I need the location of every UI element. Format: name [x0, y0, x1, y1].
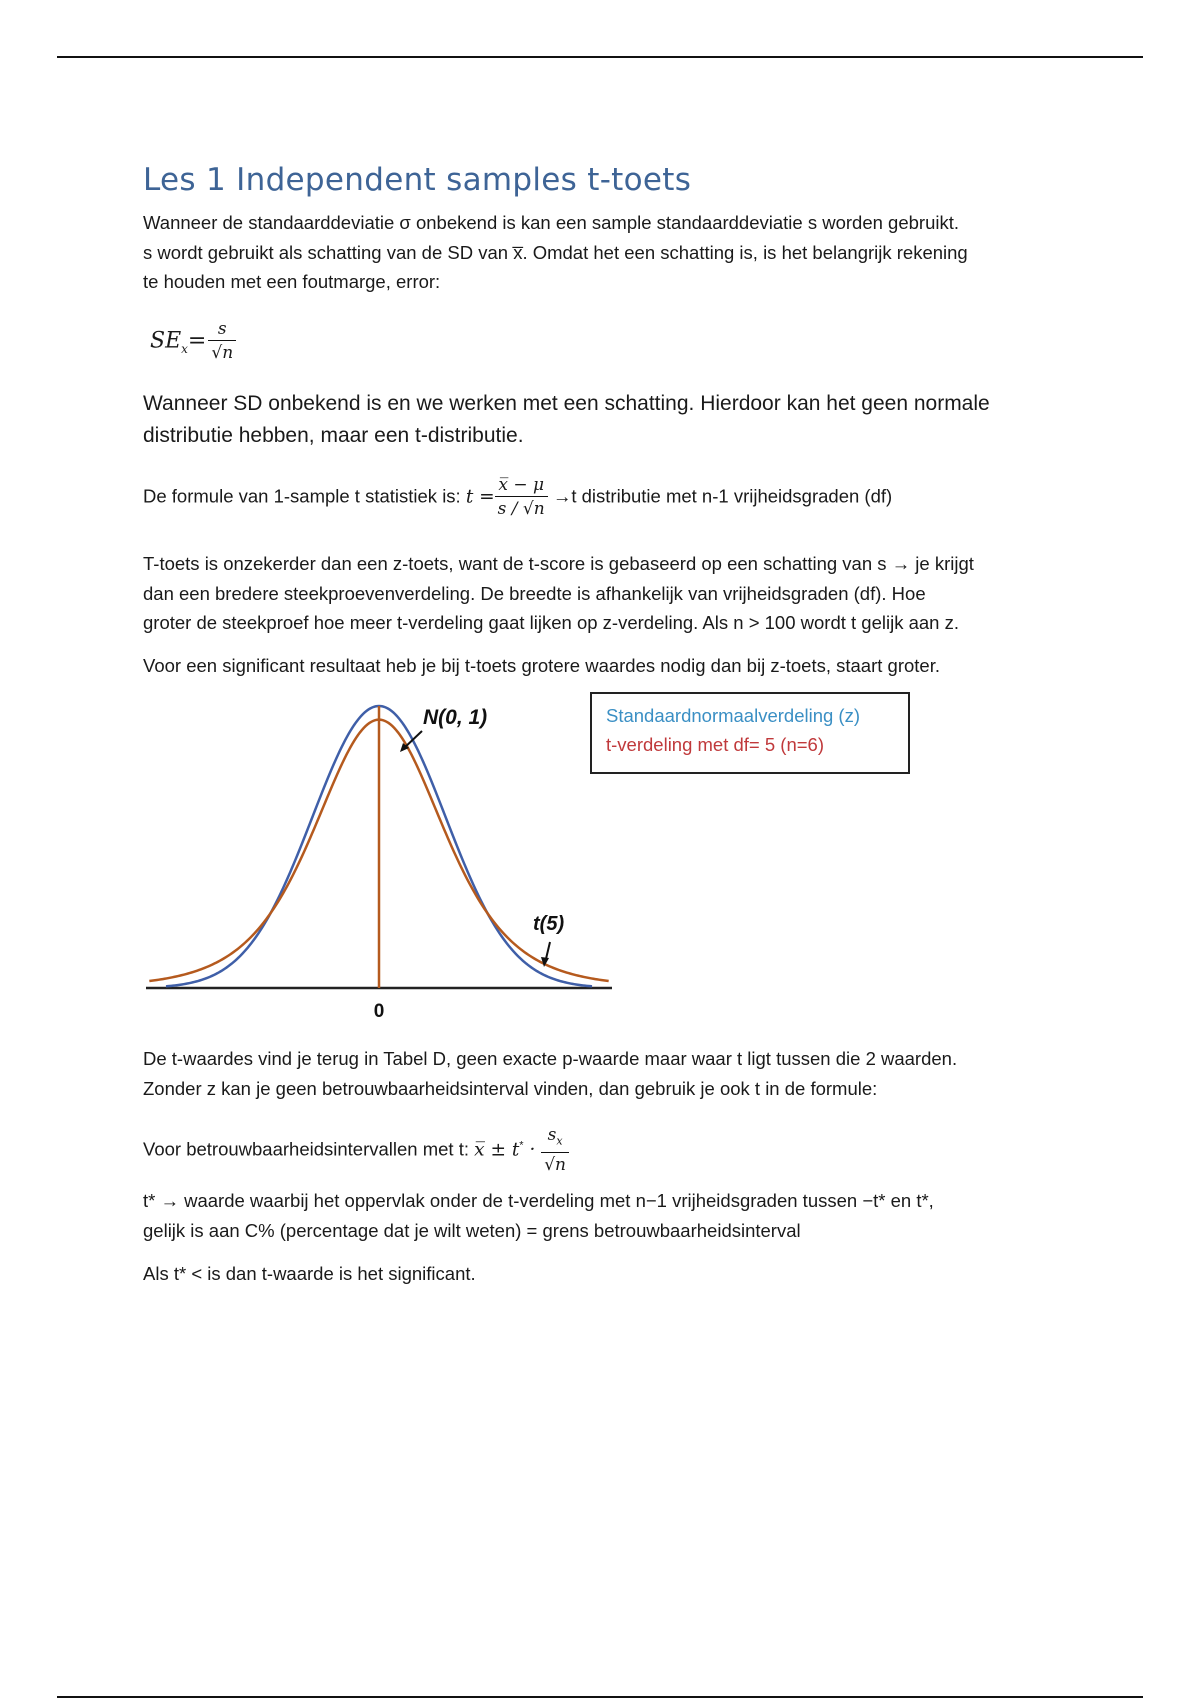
t-distribution-paragraph [143, 388, 1063, 452]
distribution-chart [140, 688, 615, 1023]
header-rule [57, 56, 1143, 58]
t-statistic-paragraph [143, 474, 1063, 521]
standard-error-formula: $SE_x=$ $\frac{s}{√n}$ [150, 318, 236, 365]
t-stat-lhs: t = [465, 486, 495, 508]
t-test-comparison-paragraph: T-toets is onzekerder dan een z-toets, want de t-score is gebaseerd op een schatting van s → je krijgt dan een bredere steekproevenverdeling. De breedte is afhankelijk van vrijheidsgraden (df). Hoe groter de steekproef hoe meer t-verdeling gaat lijken op z-verdeling. Als n > 100 wordt t gelijk aan z. [143, 553, 974, 633]
ci-fraction: $\frac{s_x}{√n}$ [541, 1124, 569, 1177]
page-title: Les 1 Independent samples t-toets [143, 162, 692, 198]
footer-rule [57, 1696, 1143, 1698]
significance-paragraph: Voor een significant resultaat heb je bij t-toets grotere waardes nodig dan bij z-toets, staart groter. [143, 655, 940, 676]
x-tick-label-0: 0 [373, 1001, 385, 1022]
t-stat-prefix: De formule van 1-sample t statistiek is: [143, 485, 461, 507]
intro-line-2: s wordt gebruikt als schatting van de SD van x̅. Omdat het een schatting is, is het belangrijk rekening [143, 241, 968, 263]
legend-normal: Standaardnormaalverdeling (z) [606, 705, 860, 726]
intro-line-3: te houden met een foutmarge, error: [143, 271, 441, 292]
legend-t: t-verdeling met df= 5 (n=6) [606, 734, 824, 755]
ci-prefix: Voor betrouwbaarheidsintervallen met t: [143, 1138, 469, 1160]
t-stat-suffix: →t distributie met n-1 vrijheidsgraden (df) [552, 485, 893, 507]
significance-rule-paragraph: Als t* < is dan t-waarde is het significant. [143, 1263, 476, 1284]
intro-paragraph [143, 208, 1063, 297]
ci-lhs: x̅ ± t [474, 1139, 520, 1161]
t5-curve-label: t(5) [533, 913, 565, 935]
t-dist-line-2: distributie hebben, maar een t-distributie. [143, 424, 524, 447]
confidence-interval-paragraph: Voor betrouwbaarheidsintervallen met t: x̅ ± t* · $\frac{s_x}{√n}$ [143, 1124, 1063, 1177]
normal-curve-label: N(0, 1) [423, 706, 488, 729]
chart-legend [590, 692, 910, 774]
t-dist-line-1: Wanneer SD onbekend is en we werken met een schatting. Hierdoor kan het geen normale [143, 392, 990, 415]
t-stat-fraction: $\frac{x̅ - \mu}{s / √n}$ [495, 474, 548, 521]
intro-line-1: Wanneer de standaarddeviatie σ onbekend is kan een sample standaarddeviatie s worden gebruikt. [143, 212, 959, 233]
table-d-paragraph: De t-waardes vind je terug in Tabel D, geen exacte p-waarde maar waar t ligt tussen die 2 waarden. Zonder z kan je geen betrouwbaarheidsinterval vinden, dan gebruik je ook t in de formule: [143, 1048, 958, 1099]
t-star-paragraph: t* → waarde waarbij het oppervlak onder de t-verdeling met n−1 vrijheidsgraden tussen −t* en t*, gelijk is aan C% (percentage dat je wilt weten) = grens betrouwbaarheidsinterval [143, 1190, 934, 1241]
